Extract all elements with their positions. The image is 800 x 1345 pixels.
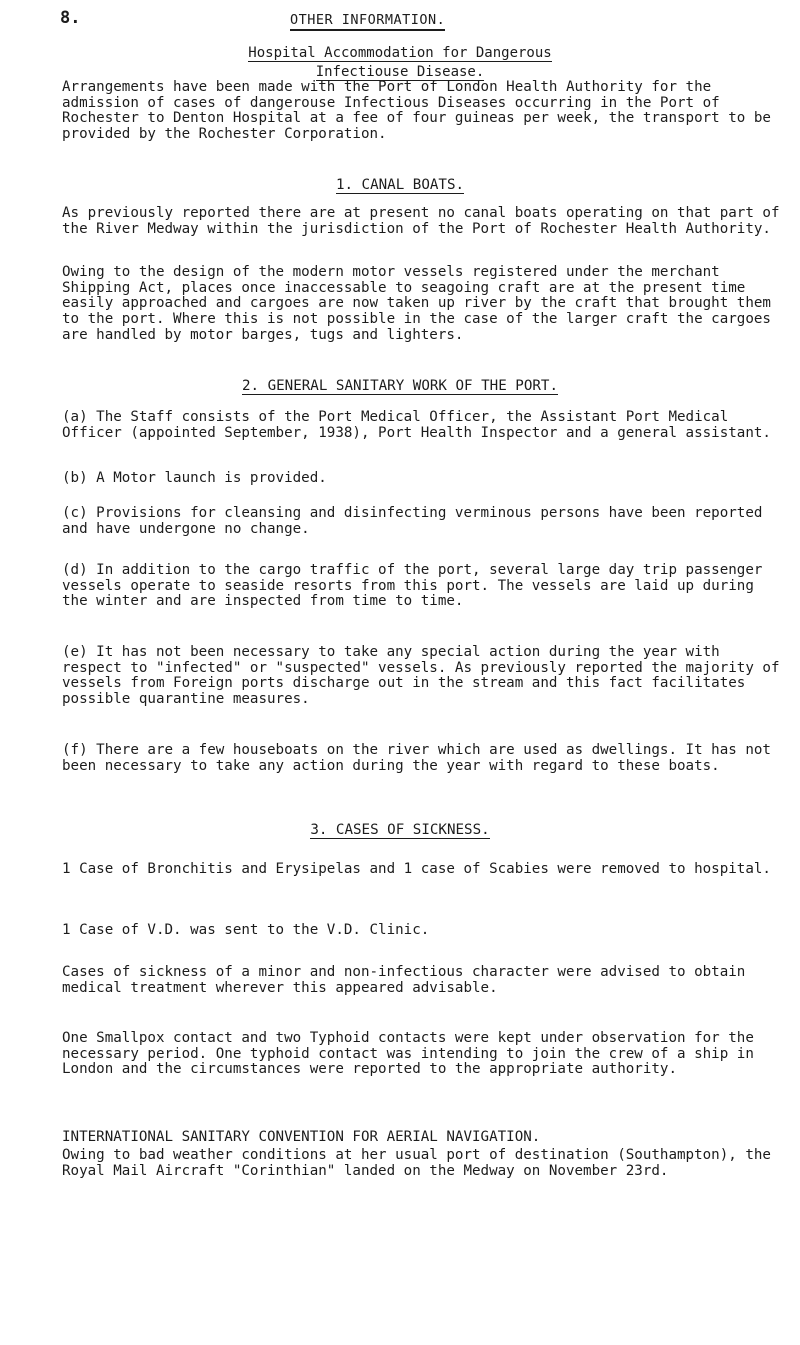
section1-paragraph2: Owing to the design of the modern motor vessels registered under the merchant Shipping Act, places once inaccessable to seagoing craft are at the present time easily approached and cargoes are now taken up river by the craft that brought them to the port. Where this is not possible in the case of the larger craft the cargoes are handled by motor barges, tugs and lighters. [62,264,771,343]
section2-item-d: (d) In addition to the cargo traffic of the port, several large day trip passenger vessels operate to seaside resorts from this port. The vessels are laid up during the winter and are inspected from time to time. [62,562,763,610]
section2-heading [0,378,800,394]
section2-item-b: (b) A Motor launch is provided. [62,470,327,487]
section3-heading [0,822,800,838]
hospital-title [0,44,800,82]
page-number: 8. [60,8,81,28]
section2-item-f: (f) There are a few houseboats on the river which are used as dwellings. It has not been necessary to take any action during the year with regard to these boats. [62,742,771,774]
hospital-title-line2: Infectiouse Disease. [315,64,485,80]
section1-paragraph1: As previously reported there are at present no canal boats operating on that part of the River Medway within the jurisdiction of the Port of Rochester Health Authority. [62,205,780,237]
section1-heading-text: 1. CANAL BOATS. [335,177,465,193]
section2-item-e: (e) It has not been necessary to take any special action during the year with respect to "infected" or "suspected" vessels. As previously reported the majority of vessels from Foreign ports discharge out in the stream and this fact facilitates possible quarantine measures. [62,644,780,707]
section2-heading-text: 2. GENERAL SANITARY WORK OF THE PORT. [241,378,559,394]
section2-item-a: (a) The Staff consists of the Port Medical Officer, the Assistant Port Medical Officer (appointed September, 1938), Port Health Inspector and a general assistant. [62,409,771,441]
section3-paragraph3: Cases of sickness of a minor and non-infectious character were advised to obtain medical treatment wherever this appeared advisable. [62,964,746,996]
section1-heading [0,177,800,193]
international-heading: INTERNATIONAL SANITARY CONVENTION FOR AERIAL NAVIGATION. [62,1129,541,1145]
section3-heading-text: 3. CASES OF SICKNESS. [310,822,490,838]
section2-item-c: (c) Provisions for cleansing and disinfecting verminous persons have been reported and have undergone no change. [62,505,763,537]
international-paragraph: Owing to bad weather conditions at her usual port of destination (Southampton), the Royal Mail Aircraft "Corinthian" landed on the Medway on November 23rd. [62,1147,771,1179]
section3-paragraph4: One Smallpox contact and two Typhoid contacts were kept under observation for the necessary period. One typhoid contact was intending to join the crew of a ship in London and the circumstances were reported to the appropriate authority. [62,1030,754,1078]
page-header [290,12,590,28]
section3-paragraph1: 1 Case of Bronchitis and Erysipelas and 1 case of Scabies were removed to hospital. [62,861,771,878]
page-header-text: OTHER INFORMATION. [290,12,445,31]
section3-paragraph2: 1 Case of V.D. was sent to the V.D. Clinic. [62,922,430,939]
hospital-paragraph: Arrangements have been made with the Port of London Health Authority for the admission of cases of dangerouse Infectious Diseases occurring in the Port of Rochester to Denton Hospital at a fee of four guineas per week, the transport to be provided by the Rochester Corporation. [62,79,771,142]
hospital-title-line1: Hospital Accommodation for Dangerous [248,45,552,61]
